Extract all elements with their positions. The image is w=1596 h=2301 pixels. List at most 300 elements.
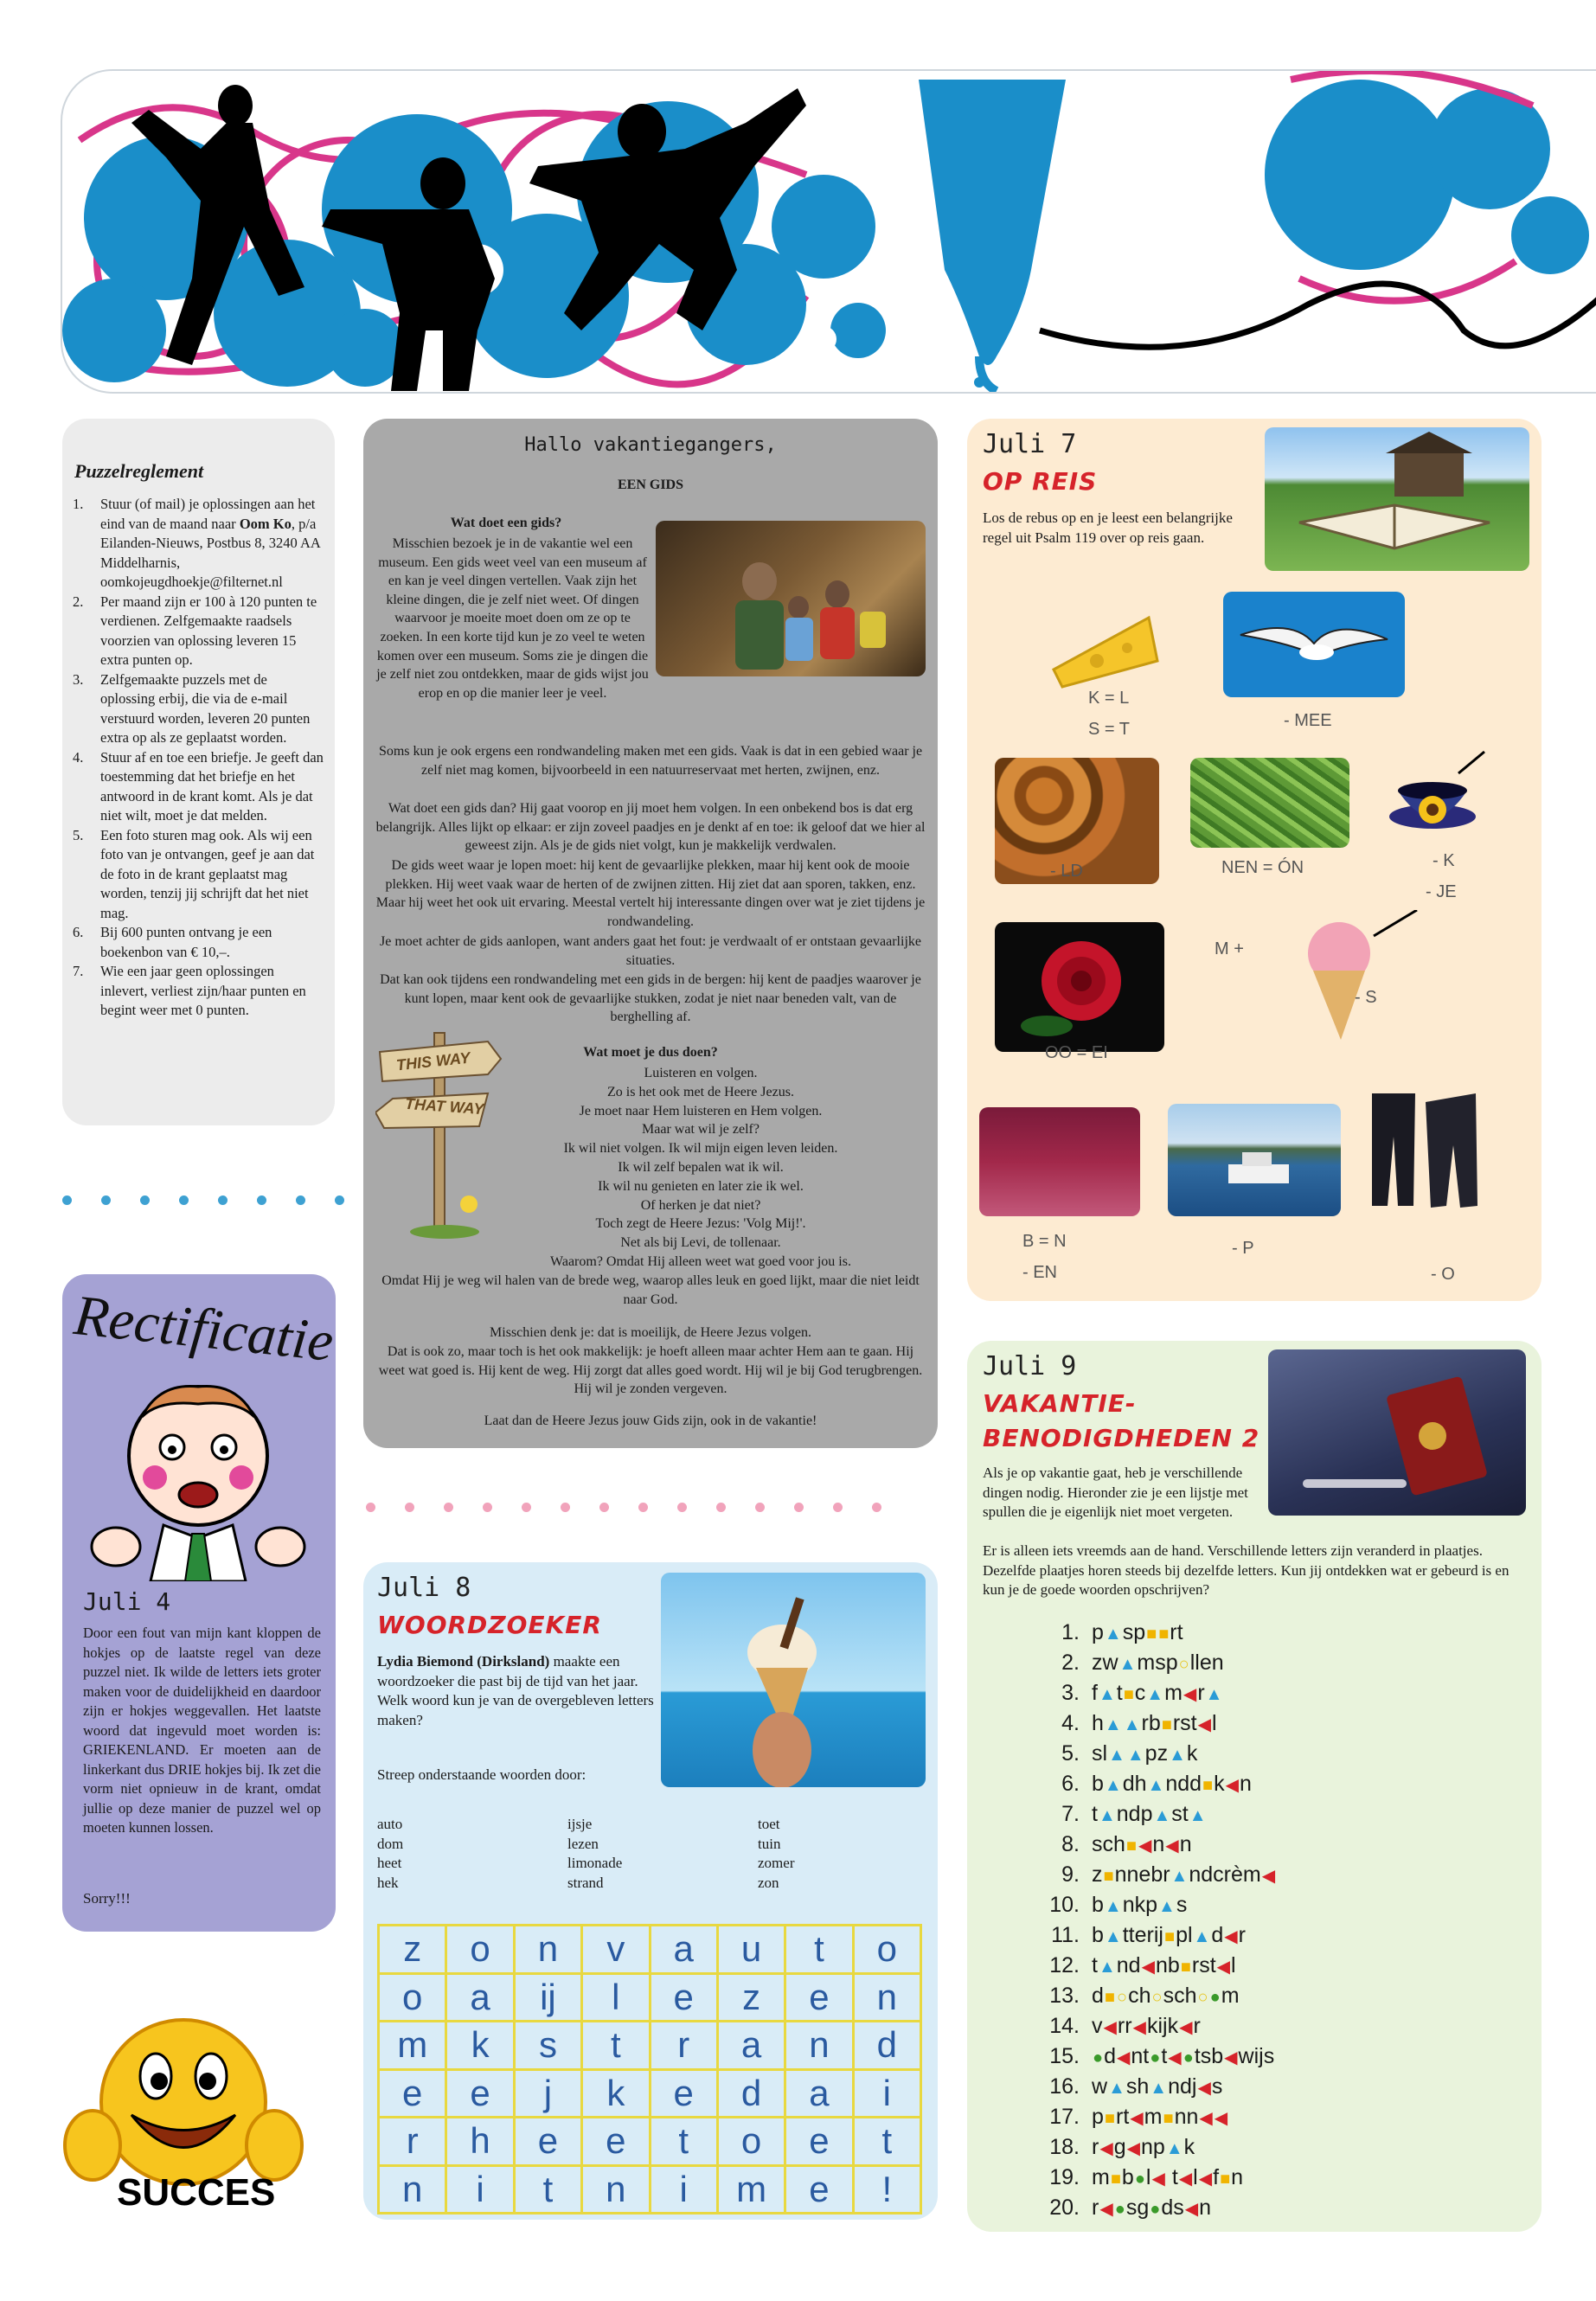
grid-cell[interactable]: m bbox=[719, 2167, 786, 2215]
word-item: zomer bbox=[758, 1855, 795, 1871]
grid-cell[interactable]: o bbox=[447, 1926, 515, 1975]
coded-word-text: p▲sp■ ■rt bbox=[1092, 1620, 1183, 1644]
coded-word-item bbox=[1028, 2163, 1512, 2193]
word-item: lezen bbox=[567, 1835, 599, 1852]
juli7-body: Los de rebus op en je leest een belangrijke regel uit Psalm 119 over op reis gaan. bbox=[983, 510, 1233, 546]
code-symbol-icon: ▲ bbox=[1147, 1776, 1165, 1795]
coded-word-text: sch■ ◀n◀n bbox=[1092, 1832, 1192, 1856]
grid-cell[interactable]: e bbox=[786, 1975, 854, 2023]
rule-item bbox=[73, 748, 324, 826]
ice-cream-icon bbox=[661, 1573, 926, 1787]
coded-word-number: 11. bbox=[1051, 1923, 1080, 1947]
seagull-photo bbox=[1223, 592, 1405, 697]
grid-cell[interactable]: t bbox=[786, 1926, 854, 1975]
article-line: Maar wat wil je zelf? bbox=[642, 1122, 760, 1138]
word-search-grid bbox=[377, 1924, 922, 2214]
code-symbol-icon: ■ bbox=[1163, 1927, 1176, 1946]
code-symbol-icon: ▲ bbox=[1158, 1897, 1176, 1916]
rebus-label-m: M + bbox=[1215, 939, 1244, 958]
rule-number: 6. bbox=[73, 924, 84, 940]
article-line: Of herken je dat niet? bbox=[640, 1197, 761, 1213]
coded-word-number: 5. bbox=[1061, 1741, 1080, 1766]
coded-word-text: sl▲ ▲pz▲k bbox=[1092, 1741, 1198, 1766]
code-symbol-icon: ◀ bbox=[1141, 1958, 1155, 1977]
grid-cell[interactable]: n bbox=[786, 2022, 854, 2071]
rule-text: Stuur (of mail) je oplossingen aan het eind van de maand naar bbox=[100, 496, 316, 532]
code-symbol-icon: ▲ bbox=[1108, 2079, 1125, 2098]
code-symbol-icon: ◀ bbox=[1184, 2200, 1199, 2219]
article-line: Luisteren en volgen. bbox=[644, 1066, 758, 1080]
article-lines bbox=[484, 1064, 917, 1272]
coded-word-item bbox=[1028, 2193, 1512, 2223]
coded-word-item bbox=[1028, 1708, 1512, 1739]
grid-cell[interactable]: n bbox=[583, 2167, 651, 2215]
code-symbol-icon: ● bbox=[1183, 2048, 1194, 2067]
rose-photo bbox=[995, 922, 1164, 1052]
coded-word-item bbox=[1028, 1739, 1512, 1769]
code-symbol-icon: ▲ bbox=[1123, 1715, 1141, 1734]
rectificatie-panel bbox=[62, 1274, 336, 1932]
article-p6: Dat kan ook tijdens een rondwandeling met een gids in de bergen: hij kent de paadjes waarover je kunt lopen, maar kent ook de gevaarlijke stukken, zodat je niet naar beneden valt, van de berghelling af. bbox=[380, 972, 921, 1025]
coded-word-text: z■nnebr▲ndcrèm◀ bbox=[1092, 1862, 1276, 1887]
rebus-label-en: - EN bbox=[1022, 1263, 1057, 1282]
rebus-label-ld: - LD bbox=[1050, 862, 1083, 881]
boat-icon bbox=[1168, 1104, 1341, 1216]
coded-word-text: zw▲msp○llen bbox=[1092, 1650, 1224, 1675]
code-symbol-icon: ▲ bbox=[1098, 1806, 1116, 1825]
cup-sunflower-icon bbox=[1381, 747, 1493, 851]
code-symbol-icon: ◀ bbox=[1197, 2079, 1211, 2098]
rebus-label-o: - O bbox=[1431, 1265, 1455, 1284]
code-symbol-icon: ● bbox=[1150, 2048, 1161, 2067]
coded-word-number: 9. bbox=[1061, 1862, 1080, 1887]
grid-cell[interactable]: a bbox=[786, 2071, 854, 2119]
article-line: Ik wil nu genieten en later zie ik wel. bbox=[598, 1178, 804, 1194]
article-sub2: Wat moet je dus doen? bbox=[583, 1045, 718, 1060]
code-symbol-icon: ▲ bbox=[1193, 1927, 1211, 1946]
juli9-body1: Als je op vakantie gaat, heb je verschillende dingen nodig. Hieronder zie je een lijstje met spullen die je eigenlijk niet moet vergeten. bbox=[983, 1465, 1248, 1520]
beets-photo bbox=[979, 1107, 1140, 1216]
rule-text-end: , p/a Eilanden-Nieuws, Postbus 8, 3240 AA Middelharnis, oomkojeugdhoekje@filternet.nl bbox=[100, 515, 320, 590]
code-symbol-icon: ● bbox=[1093, 2048, 1104, 2067]
grid-cell[interactable]: k bbox=[583, 2071, 651, 2119]
dot-separator bbox=[366, 1499, 911, 1516]
code-symbol-icon: ■ bbox=[1220, 2170, 1231, 2189]
code-symbol-icon: ◀ bbox=[1132, 2018, 1146, 2037]
rebus-label-je: - JE bbox=[1426, 882, 1457, 901]
code-symbol-icon: ○ bbox=[1151, 1988, 1163, 2007]
code-symbol-icon: ● bbox=[1134, 2170, 1145, 2189]
grid-cell[interactable]: i bbox=[651, 2167, 719, 2215]
grid-cell[interactable]: r bbox=[651, 2022, 719, 2071]
grid-cell[interactable]: t bbox=[583, 2022, 651, 2071]
coded-word-text: ●d◀nt●t◀ ●tsb◀wijs bbox=[1093, 2044, 1275, 2068]
coded-word-text: p■rt◀m■nn◀ ◀ bbox=[1092, 2105, 1228, 2129]
rule-number: 2. bbox=[73, 593, 84, 610]
rule-number: 5. bbox=[73, 826, 84, 843]
juli8-intro bbox=[377, 1652, 663, 1730]
article-heading: EEN GIDS bbox=[617, 478, 684, 492]
coded-word-number: 7. bbox=[1061, 1802, 1080, 1826]
rule-number: 7. bbox=[73, 963, 84, 979]
code-symbol-icon: ■ bbox=[1161, 1715, 1172, 1734]
code-symbol-icon: ■ bbox=[1202, 1776, 1214, 1795]
code-symbol-icon: ■ bbox=[1163, 2109, 1174, 2128]
code-symbol-icon: ○ bbox=[1197, 1988, 1208, 2007]
rule-number: 4. bbox=[73, 748, 84, 766]
code-symbol-icon: ◀ bbox=[1225, 1776, 1240, 1795]
code-symbol-icon: ◀ bbox=[1183, 1685, 1197, 1704]
article-p3: Wat doet een gids dan? Hij gaat voorop en jij moet hem volgen. In een onbekend bos is dat erg belangrijk. Alles lijkt op elkaar: er zijn zoveel paadjes en je denkt af en toe: ik geloof dat we hier al geweest zijn. Als je de gids niet volgt, kun je makkelijk verdwalen. bbox=[375, 801, 926, 854]
code-symbol-icon: ◀ bbox=[1130, 2109, 1144, 2128]
coded-word-item bbox=[1028, 1769, 1512, 1799]
coded-word-number: 1. bbox=[1061, 1620, 1080, 1644]
juli9-date: Juli 9 bbox=[983, 1351, 1077, 1381]
code-symbol-icon: ▲ bbox=[1118, 1655, 1137, 1674]
coded-word-item bbox=[1028, 1860, 1512, 1890]
grid-cell[interactable]: i bbox=[855, 2071, 922, 2119]
article-p8: Misschien denk je: dat is moeilijk, de Heere Jezus volgen. bbox=[490, 1325, 811, 1340]
coded-word-item bbox=[1028, 1920, 1512, 1951]
coded-word-number: 20. bbox=[1049, 2195, 1080, 2220]
grid-cell[interactable]: e bbox=[651, 2071, 719, 2119]
code-symbol-icon: ◀ bbox=[1103, 2018, 1117, 2037]
coded-word-number: 17. bbox=[1049, 2105, 1080, 2129]
grid-cell[interactable]: e bbox=[651, 1975, 719, 2023]
code-symbol-icon: ○ bbox=[1117, 1988, 1128, 2007]
grid-cell[interactable]: l bbox=[583, 1975, 651, 2023]
succes-label: SUCCES bbox=[117, 2171, 276, 2214]
word-item: ijsje bbox=[567, 1816, 593, 1832]
luggage-photo bbox=[1268, 1349, 1526, 1516]
rule-text: Wie een jaar geen oplossingen inlevert, verliest zijn/haar punten en begint weer met 0 punten. bbox=[100, 963, 306, 1018]
grid-cell[interactable]: n bbox=[516, 1926, 583, 1975]
coded-word-text: t▲nd◀nb■rst◀l bbox=[1092, 1953, 1236, 1977]
coded-word-item bbox=[1028, 1830, 1512, 1860]
coded-word-text: d■ ○ch○sch○ ●m bbox=[1092, 1984, 1240, 2008]
grid-cell[interactable]: z bbox=[380, 1926, 447, 1975]
grid-cell[interactable]: ! bbox=[855, 2167, 922, 2215]
signpost-icon bbox=[375, 1016, 505, 1240]
coded-word-number: 19. bbox=[1049, 2165, 1080, 2189]
code-symbol-icon: ▲ bbox=[1098, 1958, 1116, 1977]
grid-cell[interactable]: e bbox=[786, 2167, 854, 2215]
code-symbol-icon: ■ bbox=[1123, 1685, 1134, 1704]
coded-word-number: 2. bbox=[1061, 1650, 1080, 1675]
coded-word-text: r◀g◀np▲k bbox=[1092, 2135, 1195, 2159]
grid-cell[interactable]: a bbox=[719, 2022, 786, 2071]
coded-word-number: 12. bbox=[1049, 1953, 1080, 1977]
article-p2: Soms kun je ook ergens een rondwandeling maken met een gids. Vaak is dat in een gebied waar je zelf niet mag komen, bijvoorbeeld in een natuurreservaat met herten, zwijnen, enz. bbox=[378, 744, 923, 778]
grid-cell[interactable]: d bbox=[719, 2071, 786, 2119]
code-symbol-icon: ▲ bbox=[1153, 1806, 1171, 1825]
code-symbol-icon: ● bbox=[1150, 2200, 1161, 2219]
rebus-label-st: S = T bbox=[1088, 720, 1130, 739]
juli8-wordlist bbox=[377, 1815, 931, 1893]
code-symbol-icon: ▲ bbox=[1126, 1746, 1144, 1765]
code-symbol-icon: ■ bbox=[1110, 2170, 1121, 2189]
rule-text: Bij 600 punten ontvang je een boekenbon van € 10,–. bbox=[100, 924, 272, 960]
code-symbol-icon: ▲ bbox=[1150, 2079, 1168, 2098]
seagull-icon bbox=[1223, 592, 1405, 697]
coded-word-item bbox=[1028, 2011, 1512, 2041]
grid-cell[interactable]: e bbox=[380, 2071, 447, 2119]
code-symbol-icon: ◀ bbox=[1168, 2048, 1182, 2067]
grid-cell[interactable]: e bbox=[447, 2071, 515, 2119]
code-symbol-icon: ◀ bbox=[1179, 2018, 1193, 2037]
ice-cream-photo bbox=[661, 1573, 926, 1787]
header-banner bbox=[61, 69, 1596, 394]
code-symbol-icon: ◀ bbox=[1216, 1958, 1231, 1977]
code-symbol-icon: ▲ bbox=[1104, 1927, 1122, 1946]
code-symbol-icon: ◀ bbox=[1178, 2170, 1193, 2189]
grid-cell[interactable]: m bbox=[380, 2022, 447, 2071]
grid-cell[interactable]: u bbox=[719, 1926, 786, 1975]
ice-cream-cone-icon bbox=[1287, 910, 1434, 1048]
article-line: Zo is het ook met de Heere Jezus. bbox=[607, 1084, 794, 1099]
rules-list bbox=[73, 495, 324, 1021]
article-p1: Misschien bezoek je in de vakantie wel een museum. Een gids weet veel van een museum af en kan je veel dingen vertellen. Vaak zijn het kleine dingen, die je zelf niet weet. Of dingen waarvoor je moeite moet doen om ze op te zoeken. In een korte tijd kun je zo veel te weten komen over een museum. Soms zie je dingen die je zelf niet zou ontdekken, maar de gids wijst jou erop en op die manier leer je veel. bbox=[376, 536, 649, 701]
code-symbol-icon: ▲ bbox=[1104, 1715, 1122, 1734]
cheese-icon bbox=[1045, 600, 1166, 695]
rules-title: Puzzelreglement bbox=[74, 460, 204, 482]
grid-cell[interactable]: e bbox=[786, 2118, 854, 2167]
code-symbol-icon: ◀ bbox=[1151, 2170, 1165, 2189]
coded-word-item bbox=[1028, 1981, 1512, 2011]
coded-word-text: t▲ndp▲st▲ bbox=[1092, 1802, 1207, 1826]
rebus-label-nen: NEN = ÓN bbox=[1221, 858, 1304, 877]
coded-word-item bbox=[1028, 1799, 1512, 1830]
coded-word-item bbox=[1028, 2041, 1512, 2072]
juli8-title: WOORDZOEKER bbox=[377, 1611, 602, 1639]
code-symbol-icon: ▲ bbox=[1104, 1776, 1122, 1795]
article-panel bbox=[363, 419, 938, 1448]
juli7-title: OP REIS bbox=[983, 467, 1098, 496]
bible-cabin-icon bbox=[1265, 427, 1529, 571]
word-column bbox=[758, 1815, 931, 1893]
article-p9: Dat is ook zo, maar toch is het ook makkelijk: je hoeft alleen maar achter Hem aan te gaan. Hij weet wat goed is. Hij kent de weg. Hij zorgt dat alles goed wordt. Hij wil je bij God terugbrengen. Hij wil je zonden vergeven. bbox=[378, 1344, 923, 1397]
article-line: Ik wil niet volgen. Ik wil mijn eigen leven leiden. bbox=[563, 1141, 838, 1157]
code-symbol-icon: ■ bbox=[1104, 2109, 1115, 2128]
grid-cell[interactable]: ij bbox=[516, 1975, 583, 2023]
splash-illustration bbox=[62, 71, 1596, 394]
rule-bold: Oom Ko bbox=[239, 515, 292, 532]
article-p4: De gids weet waar je lopen moet: hij kent de gevaarlijke plekken, maar hij kent ook de mooie plekken. Hij weet vaak waar de herten of de zwijnen zitten. Hij ziet dat aan sporen, takken, enz. Maar hij weet het ook uit ervaring. Meestal vertelt hij interessante dingen over wat je ziet tijdens je rondwandeling. bbox=[375, 858, 926, 929]
code-symbol-icon: ■ bbox=[1104, 1988, 1115, 2007]
pants-icon bbox=[1363, 1085, 1484, 1215]
juli8-date: Juli 8 bbox=[377, 1573, 471, 1603]
code-symbol-icon: ▲ bbox=[1169, 1746, 1186, 1765]
rebus-label-kl: K = L bbox=[1088, 689, 1130, 708]
coded-word-text: f▲t■c▲m◀r▲ bbox=[1092, 1681, 1223, 1705]
coded-word-item bbox=[1028, 2132, 1512, 2163]
cave-guide-photo bbox=[656, 521, 926, 676]
coded-word-item bbox=[1028, 1618, 1512, 1648]
juli8-instruction: Streep onderstaande woorden door: bbox=[377, 1766, 586, 1783]
code-symbol-icon: ▲ bbox=[1108, 1746, 1125, 1765]
juli7-date: Juli 7 bbox=[983, 429, 1077, 459]
code-symbol-icon: ▲ bbox=[1205, 1685, 1223, 1704]
coded-word-number: 13. bbox=[1049, 1984, 1080, 2008]
code-symbol-icon: ■ bbox=[1180, 1958, 1191, 1977]
article-p5: Je moet achter de gids aanlopen, want anders gaat het fout: je verdwaalt of er ontstaan gevaarlijke situaties. bbox=[380, 934, 921, 968]
coded-word-number: 16. bbox=[1049, 2074, 1080, 2099]
article-line: Toch zegt de Heere Jezus: 'Volg Mij!'. bbox=[595, 1216, 806, 1232]
code-symbol-icon: ● bbox=[1114, 2200, 1125, 2219]
word-item: hek bbox=[377, 1874, 399, 1891]
article-sub1: Wat doet een gids? bbox=[450, 516, 562, 530]
coded-word-item bbox=[1028, 2072, 1512, 2102]
bible-landscape-photo bbox=[1265, 427, 1529, 571]
coded-word-number: 3. bbox=[1061, 1681, 1080, 1705]
grid-cell[interactable]: e bbox=[583, 2118, 651, 2167]
juli9-title2: BENODIGDHEDEN 2 bbox=[983, 1424, 1260, 1452]
coded-word-text: h▲ ▲rb■rst◀l bbox=[1092, 1711, 1217, 1735]
coded-word-item bbox=[1028, 1648, 1512, 1678]
rule-item bbox=[73, 670, 324, 748]
rule-text: Stuur af en toe een briefje. Je geeft dan toestemming dat het briefje en het antwoord in de krant komt. Als je dat niet wilt, moet je dat melden. bbox=[100, 748, 324, 824]
coded-word-number: 6. bbox=[1061, 1772, 1080, 1796]
grid-cell[interactable]: s bbox=[516, 2022, 583, 2071]
grid-cell[interactable]: a bbox=[651, 1926, 719, 1975]
code-symbol-icon: ▲ bbox=[1104, 1625, 1122, 1644]
grid-cell[interactable]: n bbox=[380, 2167, 447, 2215]
juli9-title1: VAKANTIE- bbox=[983, 1389, 1137, 1418]
word-item: tuin bbox=[758, 1835, 781, 1852]
coded-word-item bbox=[1028, 1951, 1512, 1981]
rebus-label-p: - P bbox=[1232, 1239, 1254, 1258]
grid-cell[interactable]: r bbox=[380, 2118, 447, 2167]
coded-word-item bbox=[1028, 1890, 1512, 1920]
boy-cartoon-icon bbox=[81, 1365, 315, 1581]
coded-word-number: 4. bbox=[1061, 1711, 1080, 1735]
rule-text: Zelfgemaakte puzzels met de oplossing erbij, die via de e-mail verstuurd worden, leveren 20 punten extra op als ze geplaatst worden. bbox=[100, 670, 311, 746]
code-symbol-icon: ■ bbox=[1158, 1625, 1170, 1644]
coded-word-text: v◀rr◀kijk◀r bbox=[1092, 2014, 1201, 2038]
code-symbol-icon: ◀ bbox=[1138, 1836, 1152, 1856]
coded-word-text: m■b●l◀ t◀l◀f■n bbox=[1092, 2165, 1244, 2189]
rule-item bbox=[73, 495, 324, 593]
juli8-author: Lydia Biemond (Dirksland) bbox=[377, 1653, 550, 1670]
code-symbol-icon: ● bbox=[1209, 1988, 1221, 2007]
grid-cell[interactable]: z bbox=[719, 1975, 786, 2023]
grid-cell[interactable]: h bbox=[447, 2118, 515, 2167]
article-line: Ik wil zelf bepalen wat ik wil. bbox=[618, 1159, 784, 1175]
code-symbol-icon: ◀ bbox=[1199, 2109, 1213, 2128]
code-symbol-icon: ■ bbox=[1146, 1625, 1157, 1644]
rule-number: 1. bbox=[73, 496, 84, 512]
code-symbol-icon: ▲ bbox=[1104, 1897, 1122, 1916]
grid-cell[interactable]: v bbox=[583, 1926, 651, 1975]
coded-word-number: 10. bbox=[1049, 1893, 1080, 1917]
rebus-label-k: - K bbox=[1433, 851, 1455, 870]
article-line: Waarom? Omdat Hij alleen weet wat goed voor jou is. bbox=[550, 1253, 851, 1269]
article-line: Net als bij Levi, de tollenaar. bbox=[620, 1235, 781, 1251]
rectificatie-title: Rectificatie bbox=[71, 1283, 337, 1375]
grid-cell[interactable]: t bbox=[855, 2118, 922, 2167]
code-symbol-icon: ◀ bbox=[1198, 2170, 1213, 2189]
grid-cell[interactable]: d bbox=[855, 2022, 922, 2071]
word-item: strand bbox=[567, 1874, 604, 1891]
coded-word-text: r◀ ●sg●ds◀n bbox=[1092, 2195, 1212, 2220]
code-symbol-icon: ◀ bbox=[1214, 2109, 1228, 2128]
juli8-question: Welk woord kun je van de overgebleven letters maken? bbox=[377, 1692, 654, 1728]
rule-item bbox=[73, 923, 324, 962]
rule-text: Een foto sturen mag ook. Als wij een foto van je ontvangen, geef je aan dat de foto in de krant geplaatst mag worden, tenzij jij schrijft dat het niet mag. bbox=[100, 826, 315, 921]
rebus-label-bn: B = N bbox=[1022, 1232, 1067, 1251]
word-item: auto bbox=[377, 1816, 403, 1832]
coded-word-number: 15. bbox=[1049, 2044, 1080, 2068]
rose-icon bbox=[995, 922, 1164, 1052]
rule-item bbox=[73, 962, 324, 1021]
woordzoeker-panel bbox=[363, 1562, 938, 2220]
grid-cell[interactable]: i bbox=[447, 2167, 515, 2215]
code-symbol-icon: ◀ bbox=[1224, 1927, 1238, 1946]
article-line: Je moet naar Hem luisteren en Hem volgen. bbox=[579, 1103, 823, 1118]
grid-cell[interactable]: j bbox=[516, 2071, 583, 2119]
grid-cell[interactable]: k bbox=[447, 2022, 515, 2071]
rule-text: Per maand zijn er 100 à 120 punten te verdienen. Zelfgemaakte raadsels voorzien van oplossing leveren 15 extra punten op. bbox=[100, 593, 317, 668]
code-symbol-icon: ◀ bbox=[1224, 2048, 1238, 2067]
rebus-label-mee: - MEE bbox=[1284, 711, 1332, 730]
article-p7: Omdat Hij je weg wil halen van de brede weg, waarop alles leuk en goed lijkt, maar die niet leidt naar God. bbox=[381, 1273, 920, 1307]
article-p10: Laat dan de Heere Jezus jouw Gids zijn, ook in de vakantie! bbox=[484, 1413, 817, 1428]
code-symbol-icon: ◀ bbox=[1117, 2048, 1131, 2067]
benodigdheden-panel bbox=[967, 1341, 1542, 2232]
rectificatie-date: Juli 4 bbox=[83, 1587, 171, 1616]
beans-photo bbox=[1190, 758, 1349, 848]
rule-item bbox=[73, 593, 324, 670]
code-symbol-icon: ▲ bbox=[1170, 1867, 1189, 1886]
coded-word-item bbox=[1028, 2102, 1512, 2132]
coded-word-number: 8. bbox=[1061, 1832, 1080, 1856]
code-symbol-icon: ▲ bbox=[1146, 1685, 1164, 1704]
code-symbol-icon: ◀ bbox=[1126, 2139, 1141, 2158]
coded-word-text: w▲sh▲ndj◀s bbox=[1092, 2074, 1223, 2099]
grid-cell[interactable]: n bbox=[855, 1975, 922, 2023]
word-item: heet bbox=[377, 1855, 402, 1871]
grid-cell[interactable]: o bbox=[855, 1926, 922, 1975]
code-symbol-icon: ■ bbox=[1103, 1867, 1114, 1886]
word-item: toet bbox=[758, 1816, 780, 1832]
rebus-label-ooei: OO = EI bbox=[1045, 1043, 1108, 1062]
rectificatie-sorry: Sorry!!! bbox=[83, 1890, 131, 1907]
juli8-intro-text: maakte een woordzoeker die past bij de tijd van het jaar. bbox=[377, 1653, 638, 1689]
grid-cell[interactable]: a bbox=[447, 1975, 515, 2023]
dot-separator bbox=[62, 1192, 374, 1208]
coded-word-number: 14. bbox=[1049, 2014, 1080, 2038]
code-symbol-icon: ▲ bbox=[1098, 1685, 1116, 1704]
grid-cell[interactable]: t bbox=[651, 2118, 719, 2167]
grid-cell[interactable]: e bbox=[516, 2118, 583, 2167]
rule-number: 3. bbox=[73, 670, 84, 688]
passport-icon bbox=[1268, 1349, 1526, 1516]
grid-cell[interactable]: o bbox=[380, 1975, 447, 2023]
grid-cell[interactable]: o bbox=[719, 2118, 786, 2167]
article-greeting: Hallo vakantiegangers, bbox=[524, 434, 777, 456]
code-symbol-icon: ◀ bbox=[1261, 1867, 1276, 1886]
coded-word-list bbox=[1028, 1618, 1512, 2223]
grid-cell[interactable]: t bbox=[516, 2167, 583, 2215]
boat-photo bbox=[1168, 1104, 1341, 1216]
word-item: zon bbox=[758, 1874, 779, 1891]
coded-word-text: b▲tterij■pl▲d◀r bbox=[1092, 1923, 1246, 1947]
word-column bbox=[377, 1815, 567, 1893]
code-symbol-icon: ◀ bbox=[1099, 2200, 1113, 2219]
juli9-body2: Er is alleen iets vreemds aan de hand. Verschillende letters zijn veranderd in plaatjes. Dezelfde plaatjes horen steeds bij dezelfde letters. Kun jij ontdekken wat er gebeurd is en kun je de goede woorden opschrijven? bbox=[983, 1542, 1509, 1598]
coded-word-text: b▲dh▲ndd■k◀n bbox=[1092, 1772, 1252, 1796]
op-reis-panel bbox=[967, 419, 1542, 1301]
